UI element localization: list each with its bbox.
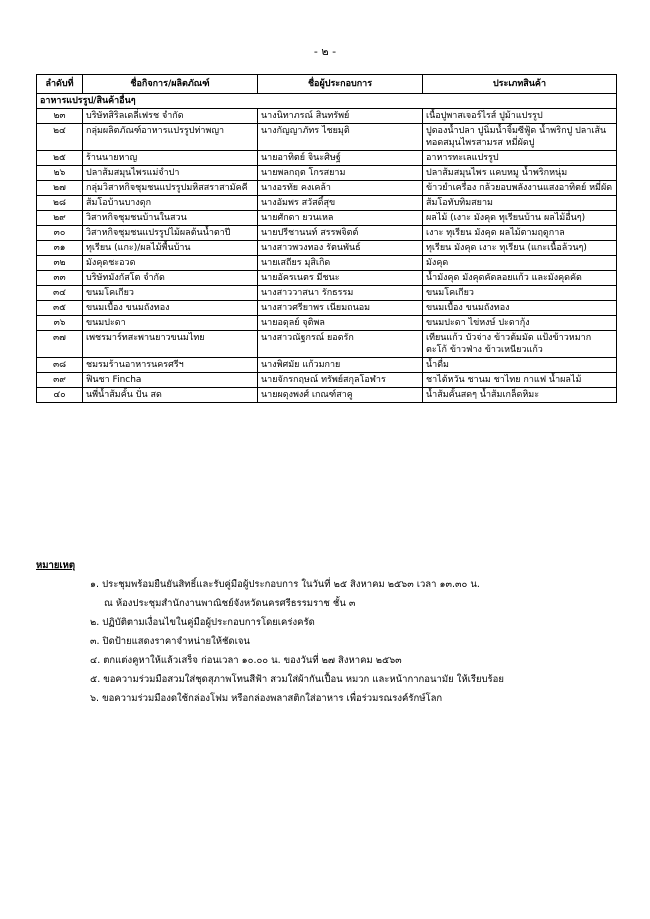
cell-order: ๒๔ <box>37 124 83 151</box>
cell-order: ๓๐ <box>37 226 83 241</box>
cell-business: ฟินชา Fincha <box>83 373 258 388</box>
cell-business: ขนมเบื้อง ขนมถังทอง <box>83 301 258 316</box>
cell-owner: นายผดุงพงศ์ เกณฑ์สาคู <box>258 388 423 403</box>
cell-order: ๓๓ <box>37 271 83 286</box>
table-header-row <box>37 75 617 94</box>
note-item <box>90 613 615 632</box>
cell-order: ๓๙ <box>37 373 83 388</box>
table-row <box>37 286 617 301</box>
cell-product: น้ำดื่ม <box>423 358 617 373</box>
table-row <box>37 271 617 286</box>
cell-owner: นางกัญญาภัทร ไชยมุติ <box>258 124 423 151</box>
section-title: อาหารแปรรูป/สินค้าอื่นๆ <box>37 94 617 109</box>
page-number: - ๒ - <box>313 45 337 58</box>
table-row <box>37 124 617 151</box>
cell-product: อาหารทะเลแปรรูป <box>423 151 617 166</box>
cell-product: ขนมปะดา ไข่หงษ์ ปะดากุ้ง <box>423 316 617 331</box>
cell-owner: นายอัครเนตร มีชนะ <box>258 271 423 286</box>
notes-section <box>36 556 615 708</box>
cell-owner: นางสาวพวงทอง รัตนพันธ์ <box>258 241 423 256</box>
table-row <box>37 181 617 196</box>
vendor-table <box>36 74 617 403</box>
cell-product: น้ำส้มคั้นสดๆ น้ำส้มเกล็ดหิมะ <box>423 388 617 403</box>
header-order: ลำดับที่ <box>37 75 83 94</box>
cell-product: ขนมเบื้อง ขนมถังทอง <box>423 301 617 316</box>
cell-owner: นางพิศมัย แก้วมกาย <box>258 358 423 373</box>
cell-product: มังคุด <box>423 256 617 271</box>
note-text: ๒. ปฏิบัติตามเงื่อนไขในคู่มือผู้ประกอบการโดยเคร่งครัด <box>90 617 315 628</box>
table-row <box>37 373 617 388</box>
cell-business: บริษัทมังกัสโต จำกัด <box>83 271 258 286</box>
cell-order: ๓๗ <box>37 331 83 358</box>
cell-order: ๒๘ <box>37 196 83 211</box>
cell-product: ปลาส้มสมุนไพร แคบหมู น้ำพริกหนุ่ม <box>423 166 617 181</box>
note-item <box>90 670 615 689</box>
cell-business: ส้มโอบ้านบางดุก <box>83 196 258 211</box>
cell-owner: นายอาทิตย์ จินะศิษฐ์ <box>258 151 423 166</box>
header-owner: ชื่อผู้ประกอบการ <box>258 75 423 94</box>
cell-owner: นายพลกฤต โกรสยาม <box>258 166 423 181</box>
cell-product: ปูดองน้ำปลา ปูนิ่มน้ำจิ้มซีฟู้ด น้ำพริกปู ปลาเส้นทอดสมุนไพรสามรส หมี่ผัดปู <box>423 124 617 151</box>
cell-owner: นางอรทัย คงเคล้า <box>258 181 423 196</box>
cell-order: ๓๒ <box>37 256 83 271</box>
cell-owner: นางนิทาภรณ์ สินทรัพย์ <box>258 109 423 124</box>
cell-owner: นายปรีชานนท์ สรรพจิตต์ <box>258 226 423 241</box>
cell-product: ทุเรียน มังคุด เงาะ ทุเรียน (แกะเนื้อล้วนๆ) <box>423 241 617 256</box>
notes-list <box>40 575 615 708</box>
note-text: ๑. ประชุมพร้อมยืนยันสิทธิ์และรับคู่มือผู้ประกอบการ ในวันที่ ๒๕ สิงหาคม ๒๕๖๓ เวลา ๑๓.๓๐ น. <box>90 579 480 590</box>
cell-order: ๒๓ <box>37 109 83 124</box>
table-row <box>37 301 617 316</box>
cell-product: ส้มโอทับทิมสยาม <box>423 196 617 211</box>
cell-business: วิสาหกิจชุมชนแปรรูปไม้ผลต้นน้ำตาปี <box>83 226 258 241</box>
cell-order: ๓๖ <box>37 316 83 331</box>
table-row <box>37 151 617 166</box>
note-item <box>90 689 615 708</box>
cell-product: ผลไม้ (เงาะ มังคุด ทุเรียนบ้าน ผลไม้อื่นๆ) <box>423 211 617 226</box>
table-row <box>37 226 617 241</box>
notes-heading: หมายเหตุ <box>36 560 76 571</box>
note-text: ๓. ปิดป้ายแสดงราคาจำหน่ายให้ชัดเจน <box>90 636 250 647</box>
cell-owner: นางสาววาสนา รักธรรม <box>258 286 423 301</box>
cell-business: ปลาส้มสมุนไพรแม่จำปา <box>83 166 258 181</box>
cell-order: ๒๙ <box>37 211 83 226</box>
cell-product: เทียนแก้ว บัวจ่าง ข้าวต้มมัด แป้งข้าวหมาก ตะโก้ ข้าวฟ่าง ข้าวเหนียวแก้ว <box>423 331 617 358</box>
cell-business: กลุ่มวิสาหกิจชุมชนแปรรูปมหิสสราสามัคคี <box>83 181 258 196</box>
cell-product: ข้าวยำเครื่อง กล้วยอบพลังงานแสงอาทิตย์ หมี่ผัด <box>423 181 617 196</box>
cell-order: ๒๗ <box>37 181 83 196</box>
header-business: ชื่อกิจการ/ผลิตภัณฑ์ <box>83 75 258 94</box>
table-row <box>37 388 617 403</box>
cell-business: วิสาหกิจชุมชนบ้านในสวน <box>83 211 258 226</box>
cell-product: น้ำมังคุด มังคุดคัดลอยแก้ว และมังคุดคัด <box>423 271 617 286</box>
cell-owner: นางสาวศรียาพร เนียมถนอม <box>258 301 423 316</box>
cell-business: มังคุดชะอวด <box>83 256 258 271</box>
cell-business: ร้านนายหาญ <box>83 151 258 166</box>
note-item <box>90 632 615 651</box>
cell-business: นพี่น้ำส้มคั้น ปั่น สด <box>83 388 258 403</box>
cell-owner: นางอัมพร สวัสดิ์สุข <box>258 196 423 211</box>
note-text: ๔. ตกแต่งคูหาให้แล้วเสร็จ ก่อนเวลา ๑๐.๐๐ น. ของวันที่ ๒๗ สิงหาคม ๒๕๖๓ <box>90 655 402 666</box>
note-item <box>90 575 615 613</box>
table-row <box>37 109 617 124</box>
cell-product: ขนมโคเกียว <box>423 286 617 301</box>
cell-owner: นายศักดา ยวนเหล <box>258 211 423 226</box>
cell-order: ๓๘ <box>37 358 83 373</box>
cell-product: ชาไต้หวัน ชานม ชาไทย กาแฟ น้ำผลไม้ <box>423 373 617 388</box>
cell-order: ๒๕ <box>37 151 83 166</box>
note-item <box>90 651 615 670</box>
table-row <box>37 316 617 331</box>
cell-product: เงาะ ทุเรียน มังคุด ผลไม้ตามฤดูกาล <box>423 226 617 241</box>
cell-business: ชมรมร้านอาหารนครศรีฯ <box>83 358 258 373</box>
table-row <box>37 211 617 226</box>
table-row <box>37 358 617 373</box>
cell-business: ขนมโคเกียว <box>83 286 258 301</box>
table-row <box>37 241 617 256</box>
cell-order: ๒๖ <box>37 166 83 181</box>
note-text: ๖. ขอความร่วมมืองดใช้กล่องโฟม หรือกล่องพลาสติกใส่อาหาร เพื่อร่วมรณรงค์รักษ์โลก <box>90 693 443 704</box>
note-text: ๕. ขอความร่วมมือสวมใส่ชุดสุภาพโทนสีฟ้า สวมใส่ผ้ากันเปื้อน หมวก และหน้ากากอนามัย ให้เรียบร้อย <box>90 674 504 685</box>
note-continuation: ณ ห้องประชุมสำนักงานพาณิชย์จังหวัดนครศรีธรรมราช ชั้น ๓ <box>104 598 356 609</box>
cell-business: ทุเรียน (แกะ)/ผลไม้พื้นบ้าน <box>83 241 258 256</box>
table-row <box>37 331 617 358</box>
cell-owner: นายอดุลย์ จุติพล <box>258 316 423 331</box>
cell-product: เนื้อปูพาสเจอร์ไรส์ ปูม้าแปรรูป <box>423 109 617 124</box>
section-row <box>37 94 617 109</box>
cell-owner: นางสาวณัฐกรณ์ ยอดรัก <box>258 331 423 358</box>
cell-business: ขนมปะดา <box>83 316 258 331</box>
cell-owner: นายจักรกฤษณ์ ทรัพย์สกุลโอฬาร <box>258 373 423 388</box>
cell-order: ๓๑ <box>37 241 83 256</box>
cell-business: เพชรมาร์ทสะพานยาวขนมไทย <box>83 331 258 358</box>
cell-owner: นายเสถียร มุสิเกิด <box>258 256 423 271</box>
header-product: ประเภทสินค้า <box>423 75 617 94</box>
cell-order: ๓๕ <box>37 301 83 316</box>
table-row <box>37 196 617 211</box>
cell-order: ๔๐ <box>37 388 83 403</box>
cell-order: ๓๔ <box>37 286 83 301</box>
cell-business: กลุ่มผลิตภัณฑ์อาหารแปรรูปท่าพญา <box>83 124 258 151</box>
cell-business: บริษัทสิริลเดลี่เฟรช จำกัด <box>83 109 258 124</box>
table-row <box>37 166 617 181</box>
table-row <box>37 256 617 271</box>
